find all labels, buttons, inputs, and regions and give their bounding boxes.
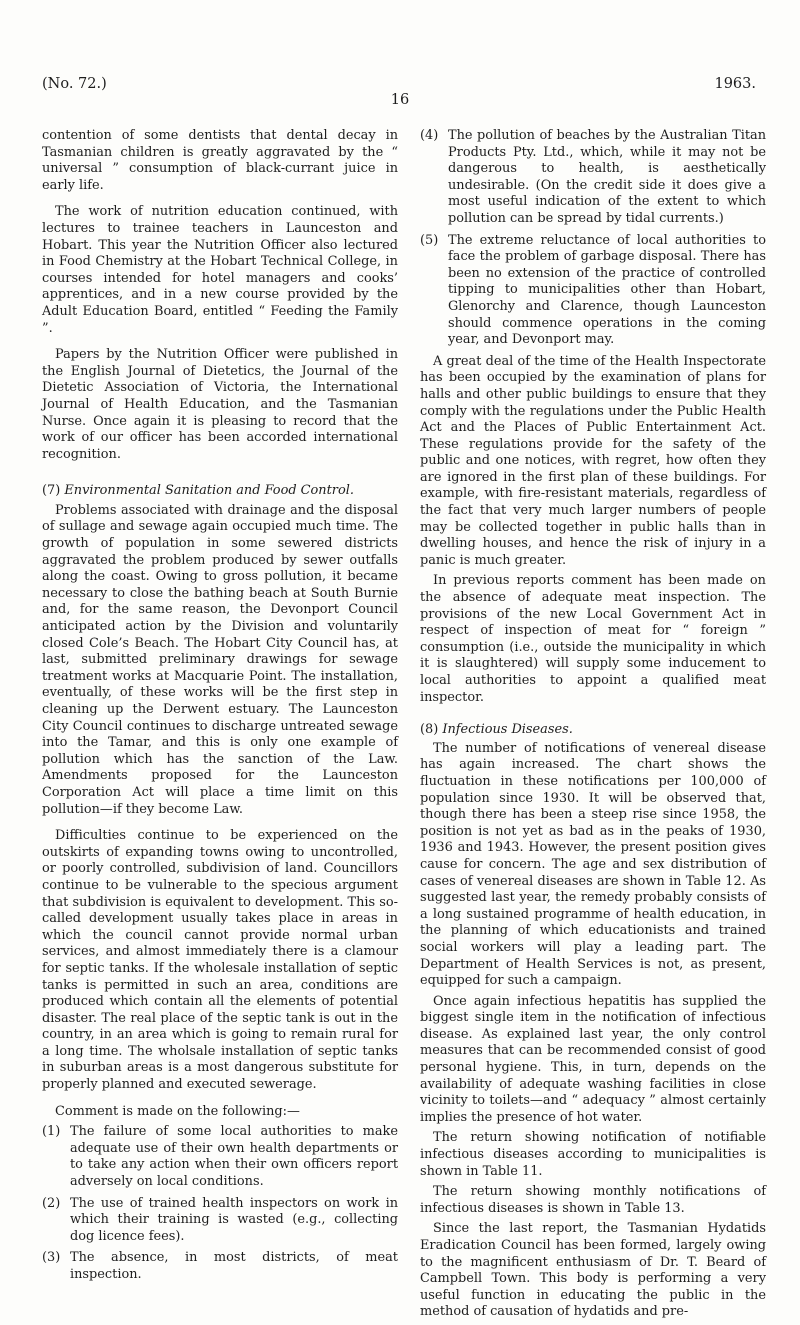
paragraph: The number of notifications of venereal disease has again increased. The chart shows the fluctuation in these notifications per 100,000 of population since 1930. It will be observed that, though there has been a steep rise since 1958, the position is not yet as bad as in the peaks of 1930, 1936 and 1943. However, the present position gives cause for concern. The age and sex distribution of cases of venereal diseases are shown in Table 12. As suggested last year, the remedy probably consists of a long sustained programme of health education, in the planning of which educationists and trained social workers will play a leading part. The Department of Health Services is not, as present, equipped for such a campaign. bbox=[420, 740, 766, 989]
paragraph: Since the last report, the Tasmanian Hydatids Eradication Council has been formed, largely owing to the magnificent enthusiasm of Dr. T. Beard of Campbell Town. This body is performing a very useful function in educating the public in the method of causation of hydatids and pre- bbox=[420, 1221, 766, 1320]
paragraph: Problems associated with drainage and the disposal of sullage and sewage again occupied much time. The growth of population in some sewered districts aggravated the problem produced by sewer outfalls along the coast. Owing to gross pollution, it became necessary to close the bathing beach at South Burnie and, for the same reason, the Devonport Council anticipated action by the Division and voluntarily closed Cole’s Beach. The Hobart City Council has, at last, submitted preliminary drawings for sewage treatment works at Macquarie Point. The installation, eventually, of these works will be the first step in cleaning up the Derwent estuary. The Launceston City Council continues to discharge untreated sewage into the Tamar, and this is only one example of pollution which has the sanction of the Law. Amendments proposed for the Launceston Corporation Act will place a time limit on this pollution—if they become Law. bbox=[42, 502, 398, 817]
paragraph: The work of nutrition education continued, with lectures to trainee teachers in Launceston and Hobart. This year the Nutrition Officer also lectured in Food Chemistry at the Hobart Technical College, in courses intended for hotel managers and cooks’ apprentices, and in a new course provided by the Adult Education Board, entitled “ Feeding the Family ”. bbox=[42, 204, 398, 336]
section-heading-7 bbox=[42, 483, 398, 500]
left-column bbox=[42, 128, 398, 1289]
paragraph: In previous reports comment has been made on the absence of adequate meat inspection. The provisions of the new Local Government Act in respect of inspection of meat for “ foreign ” consumption (i.e., outside the municipality in which it is slaughtered) will supply some inducement to local authorities to appoint a qualified meat inspector. bbox=[420, 573, 766, 705]
section-heading-8 bbox=[420, 722, 766, 739]
paragraph: A great deal of the time of the Health Inspectorate has been occupied by the examination of plans for halls and other public buildings to ensure that they comply with the regulations under the Public Health Act and the Places of Public Entertainment Act. These regulations provide for the safety of the public and one notices, with regret, how often they are ignored in the first plan of these buildings. For example, with fire-resistant materials, regardless of the fact that very much larger numbers of people may be collected together in public halls than in dwelling houses, and hence the risk of injury in a panic is much greater. bbox=[420, 353, 766, 568]
right-column bbox=[420, 128, 766, 1325]
list-item-text: The use of trained health inspectors on work in which their training is wasted (e.g., collecting dog licence fees). bbox=[70, 1195, 398, 1244]
list-item bbox=[42, 1250, 398, 1283]
comment-list bbox=[42, 1124, 398, 1283]
paragraph: Difficulties continue to be experienced on the outskirts of expanding towns owing to uncontrolled, or poorly controlled, subdivision of land. Councillors continue to be vulnerable to the specious argument that subdivision is equivalent to development. This so-called development usually takes place in areas in which the council cannot provide normal urban services, and almost immediately there is a clamour for septic tanks. If the wholesale installation of septic tanks is permitted in such an area, conditions are produced which contain all the elements of potential disaster. The real place of the septic tank is out in the country, in an area which is going to remain rural for a long time. The wholsale installation of septic tanks in suburban areas is a most dangerous substitute for properly planned and executed sewerage. bbox=[42, 828, 398, 1093]
paragraph: Papers by the Nutrition Officer were published in the English Journal of Dietetics, the Journal of the Dietetic Association of Victoria, the International Journal of Health Education, and the Tasmanian Nurse. Once again it is pleasing to record that the work of our officer has been accorded international recognition. bbox=[42, 347, 398, 462]
header-document-number: (No. 72.) bbox=[42, 76, 107, 92]
comment-lead: Comment is made on the following:— bbox=[55, 1103, 300, 1119]
list-item bbox=[420, 233, 766, 349]
list-item-number: (4) bbox=[420, 128, 439, 143]
list-item-number: (3) bbox=[42, 1250, 61, 1266]
paragraph: contention of some dentists that dental decay in Tasmanian children is greatly aggravated by the “ universal ” consumption of black-currant juice in early life. bbox=[42, 128, 398, 193]
list-item-number: (2) bbox=[42, 1195, 61, 1211]
header-year: 1963. bbox=[714, 76, 756, 92]
section-title: Infectious Diseases. bbox=[442, 722, 573, 738]
list-item-text: The pollution of beaches by the Australian Titan Products Pty. Ltd., which, while it may not be dangerous to health, is aesthetically undesirable. (On the credit side it does give a most useful indication of the extent to which pollution can be spread by tidal currents.) bbox=[448, 128, 766, 226]
list-item-number: (5) bbox=[420, 232, 439, 248]
list-item bbox=[42, 1196, 398, 1246]
list-item-text: The failure of some local authorities to make adequate use of their own health departments or to take any action when their own officers report adversely on local conditions. bbox=[70, 1124, 398, 1190]
paragraph: Once again infectious hepatitis has supplied the biggest single item in the notification of infectious disease. As explained last year, the only control measures that can be recommended consist of good personal hygiene. This, in turn, depends on the availability of adequate washing facilities in close vicinity to toilets—and “ adequacy ” almost certainly implies the presence of hot water. bbox=[420, 993, 766, 1125]
section-title: Environmental Sanitation and Food Control. bbox=[64, 483, 354, 499]
list-item bbox=[420, 128, 766, 228]
section-number: (7) bbox=[42, 483, 61, 499]
list-item bbox=[42, 1124, 398, 1190]
section-number: (8) bbox=[420, 722, 439, 738]
comment-list-continued bbox=[420, 128, 766, 349]
page-number: 16 bbox=[390, 92, 410, 108]
paragraph: The return showing notification of notifiable infectious diseases according to municipalities is shown in Table 11. bbox=[420, 1130, 766, 1179]
list-item-number: (1) bbox=[42, 1124, 61, 1140]
paragraph: The return showing monthly notifications of infectious diseases is shown in Table 13. bbox=[420, 1184, 766, 1216]
list-item-text: The extreme reluctance of local authorities to face the problem of garbage disposal. There has been no extension of the practice of controlled tipping to municipalities other than Hobart, Glenorchy and Clarence, though Launceston should commence operations in the coming year, and Devonport may. bbox=[448, 232, 766, 348]
list-item-text: The absence, in most districts, of meat inspection. bbox=[70, 1250, 398, 1282]
